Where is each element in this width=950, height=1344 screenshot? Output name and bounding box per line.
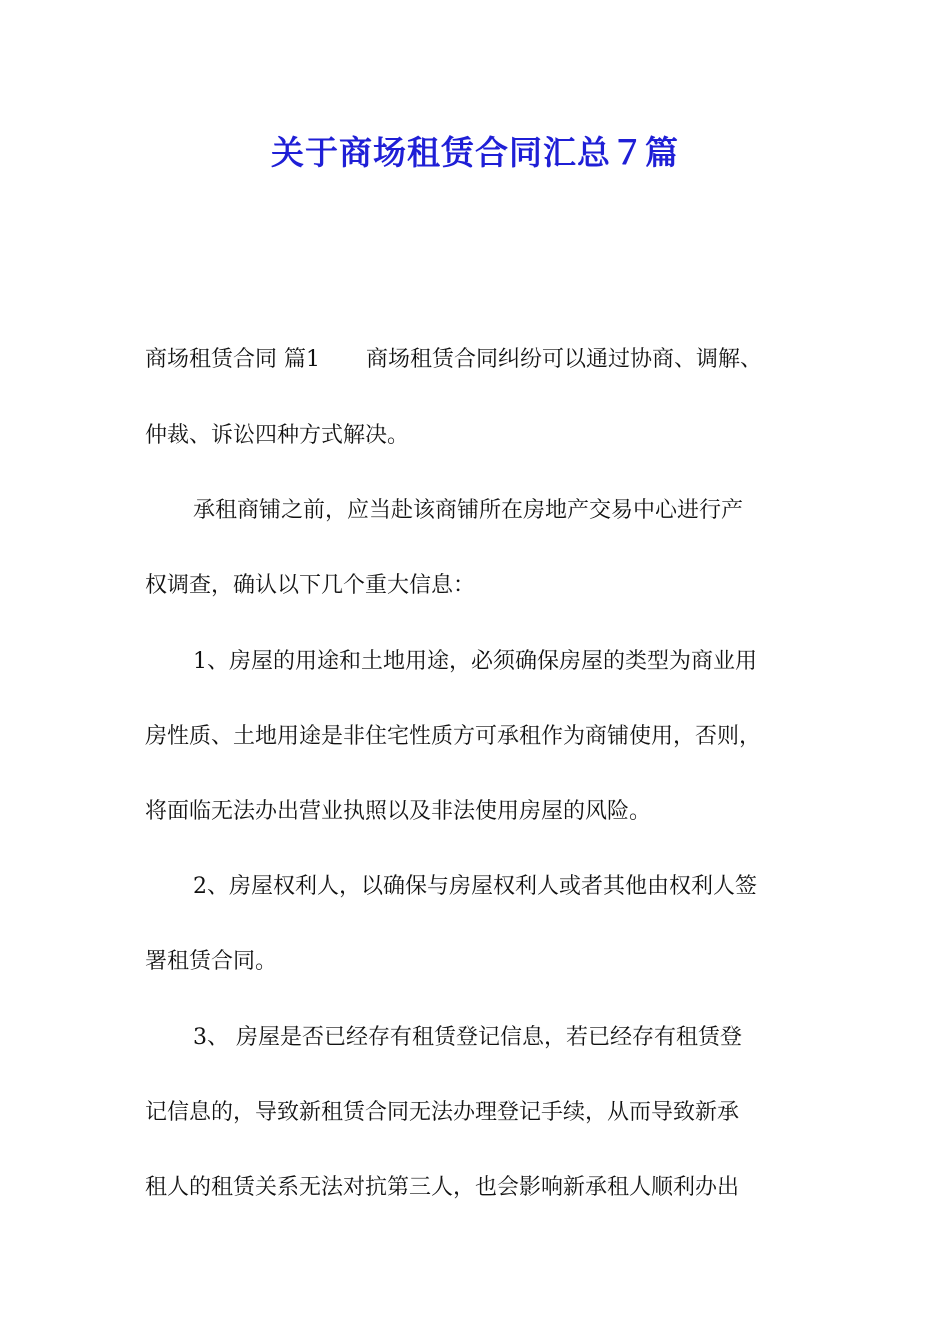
paragraph-line-4: 权调查，确认以下几个重大信息： [145,573,476,598]
section-heading: 商场租赁合同 篇1 [145,347,320,372]
paragraph-line-2: 仲裁、诉讼四种方式解决。 [145,423,410,448]
paragraph-line-8: 2、房屋权利人，以确保与房屋权利人或者其他由权利人签 [193,874,757,899]
line-text: 商场租赁合同纠纷可以通过协商、调解、 [366,347,763,372]
paragraph-line-11: 记信息的，导致新租赁合同无法办理登记手续，从而导致新承 [145,1100,740,1125]
document-title: 关于商场租赁合同汇总７篇 [271,133,679,172]
paragraph-line-1 [145,340,762,380]
paragraph-line-10: 3、 房屋是否已经存有租赁登记信息，若已经存有租赁登 [193,1025,742,1050]
paragraph-line-6: 房性质、土地用途是非住宅性质方可承租作为商铺使用，否则， [145,724,762,749]
paragraph-line-9: 署租赁合同。 [145,949,278,974]
paragraph-line-3: 承租商铺之前，应当赴该商铺所在房地产交易中心进行产 [193,498,744,523]
paragraph-line-7: 将面临无法办出营业执照以及非法使用房屋的风险。 [145,799,652,824]
paragraph-line-5: 1、房屋的用途和土地用途，必须确保房屋的类型为商业用 [193,649,757,674]
paragraph-line-12: 租人的租赁关系无法对抗第三人，也会影响新承租人顺利办出 [145,1175,740,1200]
